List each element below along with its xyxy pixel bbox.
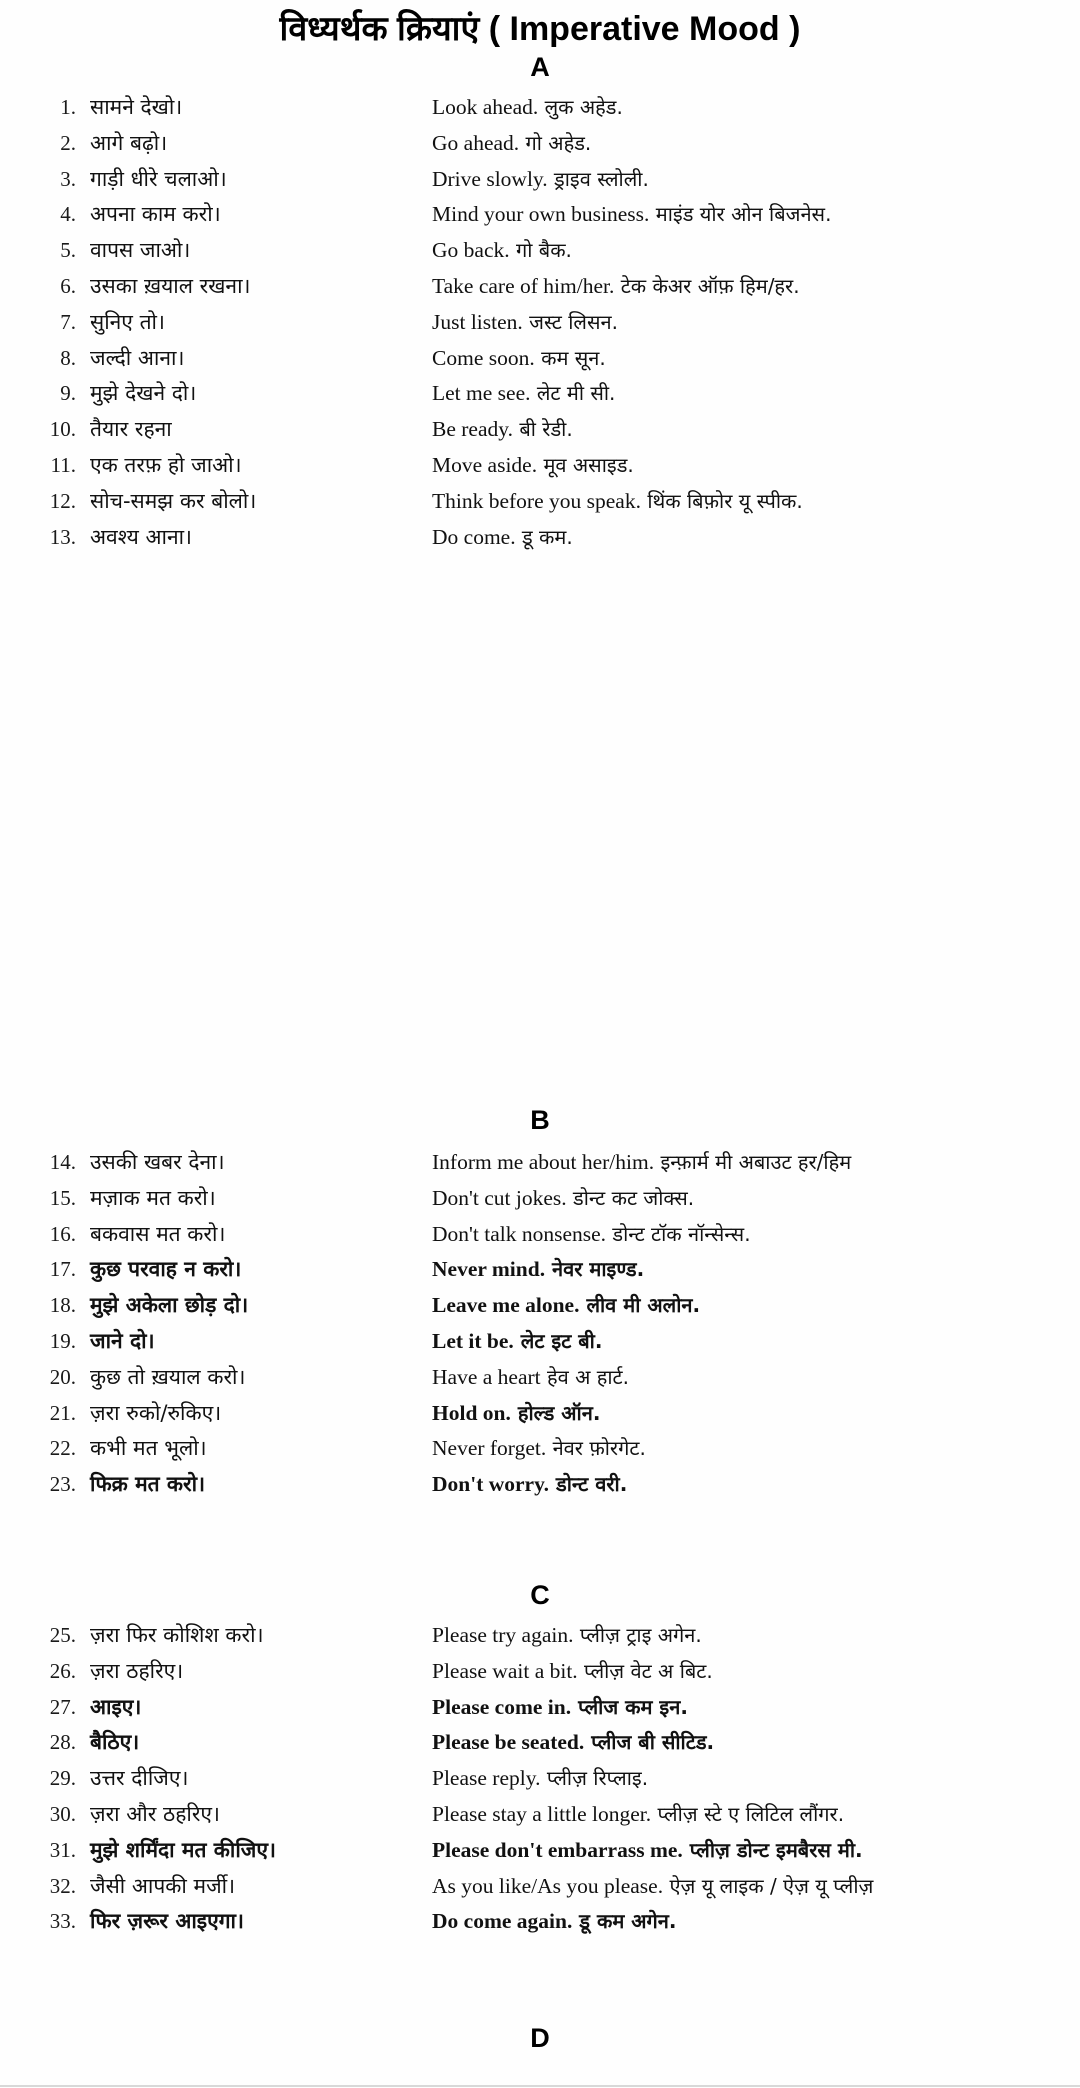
- row-number: 15.: [49, 1185, 76, 1210]
- hindi-transliteration: ऐज़ यू लाइक / ऐज़ यू प्लीज़: [663, 1873, 874, 1898]
- english-text: Please don't embarrass me.: [432, 1837, 683, 1862]
- table-row: [0, 162, 1080, 198]
- hindi-transliteration: गो अहेड.: [519, 130, 592, 155]
- english-sentence: [432, 1360, 629, 1396]
- hindi-transliteration: लेट इट बी.: [513, 1328, 603, 1353]
- english-text: Drive slowly.: [432, 166, 548, 191]
- hindi-sentence: मुझे शर्मिंदा मत कीजिए।: [90, 1837, 276, 1862]
- english-sentence: [432, 448, 634, 484]
- hindi-transliteration: लुक अहेड.: [538, 95, 623, 119]
- hindi-sentence: सुनिए तो।: [90, 309, 165, 334]
- table-row: [0, 305, 1080, 341]
- hindi-transliteration: माइंड योर ओन बिजनेस.: [649, 202, 832, 227]
- section-letter-d: D: [530, 2023, 550, 2053]
- english-text: Please be seated.: [432, 1730, 585, 1755]
- english-sentence: [432, 162, 649, 198]
- section-letter-b: B: [530, 1105, 550, 1135]
- hindi-transliteration: टेक केअर ऑफ़ हिम/हर.: [614, 273, 800, 298]
- english-sentence: [432, 1217, 751, 1253]
- english-text: Hold on.: [432, 1400, 511, 1425]
- table-row: [0, 1797, 1080, 1833]
- english-sentence: [432, 341, 606, 377]
- english-sentence: [432, 1431, 646, 1467]
- hindi-sentence: तैयार रहना: [90, 417, 172, 442]
- english-text: Do come again.: [432, 1909, 573, 1934]
- english-sentence: [432, 90, 623, 126]
- row-number: 23.: [49, 1472, 76, 1497]
- hindi-sentence: जाने दो।: [90, 1328, 155, 1353]
- page-bottom-divider: [0, 2085, 1080, 2087]
- table-row: [0, 484, 1080, 520]
- hindi-transliteration: हेव अ हार्ट.: [540, 1364, 629, 1389]
- hindi-transliteration: डोन्ट टॉक नॉन्सेन्स.: [606, 1221, 751, 1246]
- hindi-transliteration: लेट मी सी.: [530, 381, 616, 406]
- hindi-transliteration: प्लीज़ ट्राइ अगेन.: [573, 1623, 702, 1647]
- hindi-sentence: फिर ज़रूर आइएगा।: [90, 1909, 244, 1934]
- table-row: [0, 1288, 1080, 1324]
- row-number: 6.: [60, 273, 76, 298]
- hindi-sentence: मज़ाक मत करो।: [90, 1185, 216, 1210]
- hindi-sentence: ज़रा और ठहरिए।: [90, 1801, 220, 1826]
- table-row: [0, 1252, 1080, 1288]
- row-number: 17.: [49, 1257, 76, 1282]
- english-sentence: [432, 305, 618, 341]
- table-row: [0, 1431, 1080, 1467]
- hindi-sentence: अपना काम करो।: [90, 202, 221, 227]
- english-sentence: [432, 1618, 702, 1654]
- table-row: [0, 1181, 1080, 1217]
- row-number: 29.: [49, 1766, 76, 1791]
- row-number: 19.: [49, 1328, 76, 1353]
- row-number: 2.: [60, 130, 76, 155]
- hindi-sentence: ज़रा ठहरिए।: [90, 1658, 184, 1683]
- english-sentence: [432, 269, 800, 305]
- hindi-sentence: उसका ख़याल रखना।: [90, 273, 251, 298]
- table-row: [0, 197, 1080, 233]
- hindi-sentence: बकवास मत करो।: [90, 1221, 226, 1246]
- english-text: Be ready.: [432, 417, 513, 442]
- english-sentence: [432, 126, 591, 162]
- hindi-transliteration: थिंक बिफ़ोर यू स्पीक.: [640, 488, 803, 513]
- english-sentence: [432, 1324, 602, 1360]
- hindi-transliteration: डोन्ट वरी.: [549, 1472, 628, 1497]
- english-text: Have a heart: [432, 1364, 541, 1389]
- hindi-sentence: गाड़ी धीरे चलाओ।: [90, 166, 227, 191]
- row-number: 1.: [60, 95, 76, 119]
- table-row: [0, 269, 1080, 305]
- english-text: Mind your own business.: [432, 202, 650, 227]
- english-text: Don't cut jokes.: [432, 1185, 567, 1210]
- english-text: Please come in.: [432, 1694, 572, 1719]
- table-row: [0, 1904, 1080, 1940]
- hindi-sentence: एक तरफ़ हो जाओ।: [90, 452, 242, 477]
- section-b-rows: [0, 1145, 1080, 1503]
- table-row: [0, 1467, 1080, 1503]
- english-sentence: [432, 484, 803, 520]
- english-text: Go back.: [432, 238, 510, 263]
- table-row: [0, 126, 1080, 162]
- english-sentence: [432, 412, 573, 448]
- english-text: Please stay a little longer.: [432, 1801, 652, 1826]
- hindi-transliteration: प्लीज कम इन.: [571, 1694, 688, 1719]
- english-text: Move aside.: [432, 452, 538, 477]
- table-row: [0, 1833, 1080, 1869]
- hindi-sentence: मुझे अकेला छोड़ दो।: [90, 1293, 249, 1318]
- english-sentence: [432, 1690, 688, 1726]
- hindi-sentence: कभी मत भूलो।: [90, 1436, 207, 1461]
- english-text: Inform me about her/him.: [432, 1150, 655, 1174]
- english-sentence: [432, 1869, 873, 1905]
- row-number: 9.: [60, 381, 76, 406]
- english-sentence: [432, 1654, 713, 1690]
- table-row: [0, 1761, 1080, 1797]
- row-number: 14.: [49, 1150, 76, 1174]
- row-number: 27.: [49, 1694, 76, 1719]
- english-text: As you like/As you please.: [432, 1873, 664, 1898]
- hindi-sentence: आइए।: [90, 1694, 142, 1719]
- row-number: 8.: [60, 345, 76, 370]
- hindi-transliteration: डू कम.: [515, 524, 573, 549]
- row-number: 16.: [49, 1221, 76, 1246]
- row-number: 32.: [49, 1873, 76, 1898]
- table-row: [0, 1145, 1080, 1181]
- hindi-sentence: बैठिए।: [90, 1730, 140, 1755]
- hindi-transliteration: डोन्ट कट जोक्स.: [566, 1185, 695, 1210]
- english-text: Think before you speak.: [432, 488, 641, 513]
- english-text: Please wait a bit.: [432, 1658, 578, 1683]
- table-row: [0, 1217, 1080, 1253]
- english-text: Just listen.: [432, 309, 523, 334]
- table-row: [0, 1690, 1080, 1726]
- row-number: 30.: [49, 1801, 76, 1826]
- english-text: Please try again.: [432, 1623, 574, 1647]
- hindi-transliteration: होल्ड ऑन.: [510, 1400, 601, 1425]
- table-row: [0, 1869, 1080, 1905]
- hindi-sentence: सामने देखो।: [90, 95, 183, 119]
- row-number: 11.: [50, 452, 76, 477]
- hindi-transliteration: जस्ट लिसन.: [522, 309, 618, 334]
- english-sentence: [432, 1833, 863, 1869]
- english-sentence: [432, 1725, 714, 1761]
- hindi-sentence: फिक्र मत करो।: [90, 1472, 206, 1497]
- english-sentence: [432, 1396, 600, 1432]
- english-text: Do come.: [432, 524, 516, 549]
- section-c-rows: [0, 1618, 1080, 1940]
- hindi-sentence: अवश्य आना।: [90, 524, 193, 549]
- row-number: 3.: [60, 166, 76, 191]
- english-text: Let me see.: [432, 381, 531, 406]
- row-number: 20.: [49, 1364, 76, 1389]
- table-row: [0, 1618, 1080, 1654]
- table-row: [0, 412, 1080, 448]
- english-sentence: [432, 233, 572, 269]
- hindi-transliteration: प्लीज बी सीटिड.: [584, 1730, 715, 1755]
- table-row: [0, 1324, 1080, 1360]
- english-text: Leave me alone.: [432, 1293, 580, 1318]
- row-number: 10.: [49, 417, 76, 442]
- english-text: Look ahead.: [432, 95, 539, 119]
- english-sentence: [432, 197, 831, 233]
- english-sentence: [432, 1181, 694, 1217]
- hindi-sentence: वापस जाओ।: [90, 238, 191, 263]
- english-sentence: [432, 1467, 627, 1503]
- hindi-transliteration: डू कम अगेन.: [572, 1909, 677, 1934]
- hindi-transliteration: प्लीज़ रिप्लाइ.: [540, 1766, 649, 1791]
- english-sentence: [432, 1288, 700, 1324]
- hindi-sentence: जैसी आपकी मर्जी।: [90, 1873, 236, 1898]
- english-text: Don't talk nonsense.: [432, 1221, 607, 1246]
- row-number: 26.: [49, 1658, 76, 1683]
- english-sentence: [432, 376, 615, 412]
- hindi-transliteration: नेवर माइण्ड.: [545, 1257, 645, 1282]
- hindi-transliteration: ड्राइव स्लोली.: [547, 166, 649, 191]
- hindi-sentence: जल्दी आना।: [90, 345, 185, 370]
- hindi-sentence: ज़रा रुको/रुकिए।: [90, 1400, 222, 1425]
- hindi-sentence: आगे बढ़ो।: [90, 130, 168, 155]
- row-number: 5.: [60, 238, 76, 263]
- hindi-sentence: उसकी खबर देना।: [90, 1150, 225, 1174]
- english-text: Please reply.: [432, 1766, 541, 1791]
- table-row: [0, 520, 1080, 556]
- hindi-transliteration: लीव मी अलोन.: [579, 1293, 701, 1318]
- row-number: 18.: [49, 1293, 76, 1318]
- row-number: 31.: [49, 1837, 76, 1862]
- hindi-transliteration: प्लीज़ डोन्ट इमबैरस मी.: [682, 1837, 863, 1862]
- table-row: [0, 448, 1080, 484]
- hindi-transliteration: गो बैक.: [509, 238, 572, 263]
- table-row: [0, 233, 1080, 269]
- english-text: Let it be.: [432, 1328, 514, 1353]
- table-row: [0, 1654, 1080, 1690]
- hindi-transliteration: इन्फ़ार्म मी अबाउट हर/हिम: [654, 1150, 852, 1174]
- english-text: Come soon.: [432, 345, 535, 370]
- row-number: 25.: [49, 1623, 76, 1647]
- hindi-sentence: ज़रा फिर कोशिश करो।: [90, 1623, 264, 1647]
- english-sentence: [432, 1904, 676, 1940]
- section-a-rows: [0, 90, 1080, 555]
- page-title: विध्यर्थक क्रियाएं ( Imperative Mood ): [279, 10, 801, 48]
- english-text: Don't worry.: [432, 1472, 550, 1497]
- english-text: Never mind.: [432, 1257, 546, 1282]
- hindi-transliteration: मूव असाइड.: [537, 452, 634, 477]
- row-number: 21.: [49, 1400, 76, 1425]
- hindi-sentence: कुछ परवाह न करो।: [90, 1257, 242, 1282]
- english-sentence: [432, 1145, 851, 1181]
- section-letter-c: C: [530, 1580, 550, 1610]
- english-sentence: [432, 1761, 648, 1797]
- row-number: 33.: [49, 1909, 76, 1934]
- hindi-transliteration: प्लीज़ स्टे ए लिटिल लौंगर.: [651, 1801, 845, 1826]
- table-row: [0, 341, 1080, 377]
- section-letter-a: A: [530, 52, 550, 82]
- row-number: 12.: [49, 488, 76, 513]
- hindi-transliteration: बी रेडी.: [512, 417, 573, 442]
- english-text: Take care of him/her.: [432, 273, 615, 298]
- hindi-transliteration: कम सून.: [534, 345, 606, 370]
- table-row: [0, 376, 1080, 412]
- table-row: [0, 90, 1080, 126]
- hindi-transliteration: प्लीज़ वेट अ बिट.: [577, 1658, 713, 1683]
- row-number: 28.: [49, 1730, 76, 1755]
- table-row: [0, 1396, 1080, 1432]
- english-text: Go ahead.: [432, 130, 520, 155]
- english-sentence: [432, 520, 573, 556]
- english-sentence: [432, 1252, 644, 1288]
- hindi-sentence: उत्तर दीजिए।: [90, 1766, 189, 1791]
- table-row: [0, 1360, 1080, 1396]
- hindi-sentence: मुझे देखने दो।: [90, 381, 197, 406]
- row-number: 4.: [60, 202, 76, 227]
- row-number: 13.: [49, 524, 76, 549]
- hindi-transliteration: नेवर फ़ोरगेट.: [546, 1436, 646, 1461]
- hindi-sentence: कुछ तो ख़याल करो।: [90, 1364, 246, 1389]
- table-row: [0, 1725, 1080, 1761]
- english-text: Never forget.: [432, 1436, 547, 1461]
- row-number: 7.: [60, 309, 76, 334]
- row-number: 22.: [49, 1436, 76, 1461]
- hindi-sentence: सोच-समझ कर बोलो।: [90, 488, 257, 513]
- english-sentence: [432, 1797, 844, 1833]
